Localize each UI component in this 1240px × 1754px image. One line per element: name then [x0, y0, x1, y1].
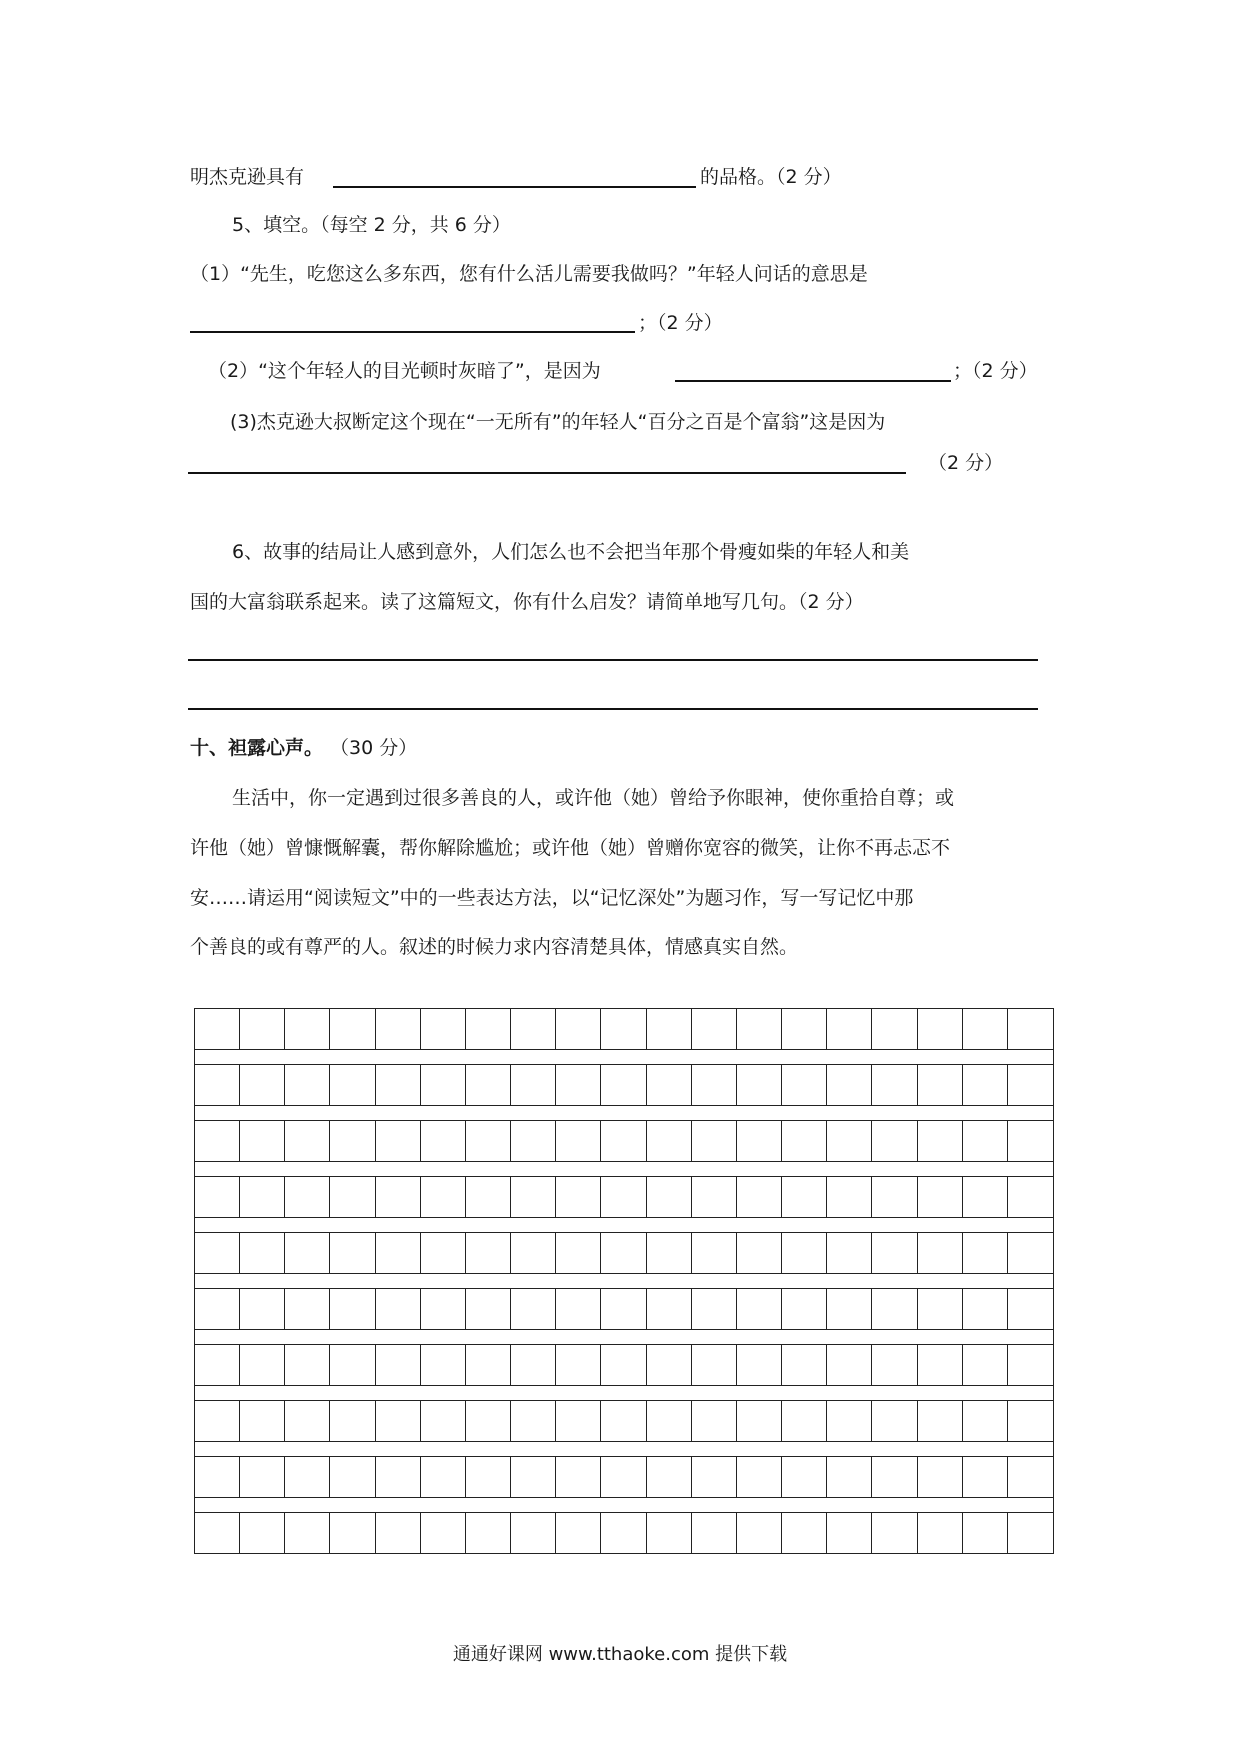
grid-cell[interactable]: [692, 1121, 737, 1161]
grid-cell[interactable]: [601, 1177, 646, 1217]
grid-cell[interactable]: [421, 1289, 466, 1329]
grid-cell[interactable]: [782, 1457, 827, 1497]
grid-cell[interactable]: [285, 1009, 330, 1049]
grid-cell[interactable]: [421, 1233, 466, 1273]
grid-row-gap: [194, 1442, 1054, 1456]
grid-cell[interactable]: [692, 1009, 737, 1049]
grid-cell[interactable]: [963, 1065, 1008, 1105]
section10-para-line-1: 生活中，你一定遇到过很多善良的人，或许他（她）曾给予你眼神，使你重拾自尊；或: [232, 787, 955, 809]
grid-cell[interactable]: [556, 1401, 601, 1441]
grid-cell[interactable]: [240, 1401, 285, 1441]
footer-credit: 通通好课网 www.tthaoke.com 提供下载: [452, 1644, 788, 1665]
grid-cell[interactable]: [285, 1513, 330, 1553]
grid-cell[interactable]: [872, 1401, 917, 1441]
q5-part2-prefix: （2）“这个年轻人的目光顿时灰暗了”，是因为: [208, 360, 601, 382]
grid-cell[interactable]: [195, 1065, 240, 1105]
grid-cell[interactable]: [1008, 1065, 1053, 1105]
grid-cell[interactable]: [737, 1233, 782, 1273]
grid-cell[interactable]: [827, 1065, 872, 1105]
q5-part3-blank[interactable]: [188, 472, 906, 474]
grid-cell[interactable]: [511, 1345, 556, 1385]
grid-cell[interactable]: [421, 1121, 466, 1161]
grid-cell[interactable]: [601, 1065, 646, 1105]
grid-cell[interactable]: [421, 1457, 466, 1497]
grid-cell[interactable]: [376, 1289, 421, 1329]
q6-answer-line-2[interactable]: [188, 708, 1038, 710]
grid-row: [194, 1344, 1054, 1386]
grid-cell[interactable]: [240, 1457, 285, 1497]
grid-cell[interactable]: [285, 1345, 330, 1385]
grid-cell[interactable]: [918, 1513, 963, 1553]
grid-cell[interactable]: [827, 1233, 872, 1273]
grid-cell[interactable]: [872, 1457, 917, 1497]
grid-cell[interactable]: [827, 1009, 872, 1049]
grid-cell[interactable]: [195, 1513, 240, 1553]
grid-cell[interactable]: [240, 1177, 285, 1217]
grid-cell[interactable]: [376, 1177, 421, 1217]
grid-cell[interactable]: [466, 1457, 511, 1497]
grid-cell[interactable]: [556, 1345, 601, 1385]
grid-cell[interactable]: [737, 1065, 782, 1105]
grid-cell[interactable]: [1008, 1009, 1053, 1049]
grid-row: [194, 1400, 1054, 1442]
grid-cell[interactable]: [1008, 1513, 1053, 1553]
grid-cell[interactable]: [692, 1233, 737, 1273]
grid-cell[interactable]: [827, 1401, 872, 1441]
grid-cell[interactable]: [737, 1177, 782, 1217]
grid-cell[interactable]: [511, 1065, 556, 1105]
q4-prefix: 明杰克逊具有: [190, 166, 305, 188]
grid-cell[interactable]: [511, 1457, 556, 1497]
grid-cell[interactable]: [827, 1345, 872, 1385]
grid-cell[interactable]: [240, 1233, 285, 1273]
grid-cell[interactable]: [782, 1345, 827, 1385]
grid-cell[interactable]: [556, 1177, 601, 1217]
grid-row-gap: [194, 1274, 1054, 1288]
grid-cell[interactable]: [511, 1233, 556, 1273]
grid-cell[interactable]: [601, 1345, 646, 1385]
grid-cell[interactable]: [511, 1289, 556, 1329]
grid-cell[interactable]: [647, 1457, 692, 1497]
grid-cell[interactable]: [556, 1513, 601, 1553]
grid-row-gap: [194, 1498, 1054, 1512]
grid-cell[interactable]: [240, 1289, 285, 1329]
grid-cell[interactable]: [466, 1401, 511, 1441]
grid-cell[interactable]: [556, 1289, 601, 1329]
grid-cell[interactable]: [647, 1121, 692, 1161]
grid-cell[interactable]: [737, 1513, 782, 1553]
grid-cell[interactable]: [466, 1065, 511, 1105]
grid-cell[interactable]: [782, 1233, 827, 1273]
grid-cell[interactable]: [330, 1513, 375, 1553]
grid-cell[interactable]: [918, 1289, 963, 1329]
section10-heading: 十、袒露心声。: [190, 737, 324, 759]
grid-cell[interactable]: [782, 1177, 827, 1217]
grid-cell[interactable]: [285, 1401, 330, 1441]
grid-cell[interactable]: [827, 1177, 872, 1217]
grid-row-gap: [194, 1162, 1054, 1176]
grid-cell[interactable]: [601, 1121, 646, 1161]
grid-cell[interactable]: [511, 1177, 556, 1217]
grid-cell[interactable]: [240, 1345, 285, 1385]
grid-cell[interactable]: [330, 1289, 375, 1329]
grid-cell[interactable]: [195, 1401, 240, 1441]
grid-cell[interactable]: [1008, 1457, 1053, 1497]
grid-row-gap: [194, 1386, 1054, 1400]
grid-cell[interactable]: [285, 1177, 330, 1217]
grid-cell[interactable]: [782, 1065, 827, 1105]
grid-cell[interactable]: [963, 1401, 1008, 1441]
grid-row: [194, 1456, 1054, 1498]
q6-line1: 6、故事的结局让人感到意外，人们怎么也不会把当年那个骨瘦如柴的年轻人和美: [232, 541, 910, 563]
grid-cell[interactable]: [647, 1345, 692, 1385]
grid-cell[interactable]: [918, 1177, 963, 1217]
grid-cell[interactable]: [1008, 1289, 1053, 1329]
grid-cell[interactable]: [1008, 1177, 1053, 1217]
grid-cell[interactable]: [330, 1177, 375, 1217]
grid-cell[interactable]: [737, 1009, 782, 1049]
grid-cell[interactable]: [872, 1513, 917, 1553]
grid-cell[interactable]: [918, 1401, 963, 1441]
grid-cell[interactable]: [421, 1513, 466, 1553]
grid-cell[interactable]: [782, 1121, 827, 1161]
grid-cell[interactable]: [647, 1233, 692, 1273]
grid-cell[interactable]: [556, 1009, 601, 1049]
grid-cell[interactable]: [330, 1345, 375, 1385]
grid-cell[interactable]: [195, 1457, 240, 1497]
grid-cell[interactable]: [601, 1401, 646, 1441]
grid-cell[interactable]: [285, 1065, 330, 1105]
grid-cell[interactable]: [466, 1009, 511, 1049]
grid-cell[interactable]: [963, 1177, 1008, 1217]
grid-cell[interactable]: [782, 1513, 827, 1553]
q5-part2-score: ；（2 分）: [953, 360, 1038, 382]
grid-row: [194, 1512, 1054, 1554]
q4-suffix: 的品格。（2 分）: [700, 166, 842, 188]
grid-cell[interactable]: [601, 1233, 646, 1273]
q5-part3-score: （2 分）: [928, 452, 1004, 474]
grid-cell[interactable]: [963, 1121, 1008, 1161]
grid-cell[interactable]: [556, 1233, 601, 1273]
grid-row: [194, 1288, 1054, 1330]
grid-cell[interactable]: [195, 1345, 240, 1385]
grid-row: [194, 1064, 1054, 1106]
grid-cell[interactable]: [421, 1345, 466, 1385]
grid-cell[interactable]: [376, 1345, 421, 1385]
grid-cell[interactable]: [195, 1009, 240, 1049]
grid-cell[interactable]: [285, 1121, 330, 1161]
grid-row: [194, 1232, 1054, 1274]
grid-cell[interactable]: [692, 1457, 737, 1497]
grid-cell[interactable]: [827, 1457, 872, 1497]
writing-grid[interactable]: [194, 1008, 1056, 1554]
grid-cell[interactable]: [1008, 1233, 1053, 1273]
grid-cell[interactable]: [827, 1513, 872, 1553]
grid-cell[interactable]: [918, 1009, 963, 1049]
grid-cell[interactable]: [692, 1177, 737, 1217]
grid-cell[interactable]: [782, 1401, 827, 1441]
grid-cell[interactable]: [737, 1345, 782, 1385]
section10-para-line-4: 个善良的或有尊严的人。叙述的时候力求内容清楚具体，情感真实自然。: [190, 936, 799, 958]
grid-cell[interactable]: [421, 1009, 466, 1049]
grid-cell[interactable]: [692, 1289, 737, 1329]
grid-cell[interactable]: [511, 1401, 556, 1441]
grid-cell[interactable]: [466, 1345, 511, 1385]
grid-cell[interactable]: [195, 1233, 240, 1273]
grid-cell[interactable]: [692, 1401, 737, 1441]
grid-cell[interactable]: [195, 1121, 240, 1161]
grid-cell[interactable]: [647, 1289, 692, 1329]
grid-cell[interactable]: [601, 1457, 646, 1497]
grid-cell[interactable]: [647, 1009, 692, 1049]
grid-cell[interactable]: [556, 1121, 601, 1161]
q4-answer-blank[interactable]: [333, 186, 696, 188]
grid-cell[interactable]: [963, 1457, 1008, 1497]
grid-cell[interactable]: [466, 1289, 511, 1329]
grid-cell[interactable]: [466, 1177, 511, 1217]
grid-cell[interactable]: [330, 1401, 375, 1441]
grid-cell[interactable]: [872, 1233, 917, 1273]
grid-row: [194, 1008, 1054, 1050]
grid-cell[interactable]: [827, 1289, 872, 1329]
grid-cell[interactable]: [1008, 1121, 1053, 1161]
grid-cell[interactable]: [963, 1289, 1008, 1329]
q5-part1-score: ；（2 分）: [638, 312, 723, 334]
grid-cell[interactable]: [782, 1009, 827, 1049]
grid-cell[interactable]: [647, 1401, 692, 1441]
grid-cell[interactable]: [511, 1121, 556, 1161]
grid-cell[interactable]: [376, 1121, 421, 1161]
q5-title: 5、填空。（每空 2 分，共 6 分）: [232, 214, 511, 236]
grid-cell[interactable]: [330, 1457, 375, 1497]
grid-cell[interactable]: [376, 1065, 421, 1105]
grid-cell[interactable]: [601, 1009, 646, 1049]
grid-cell[interactable]: [556, 1065, 601, 1105]
grid-cell[interactable]: [195, 1289, 240, 1329]
grid-cell[interactable]: [285, 1289, 330, 1329]
grid-cell[interactable]: [421, 1177, 466, 1217]
grid-cell[interactable]: [737, 1401, 782, 1441]
grid-cell[interactable]: [421, 1065, 466, 1105]
grid-cell[interactable]: [872, 1009, 917, 1049]
grid-cell[interactable]: [692, 1065, 737, 1105]
grid-cell[interactable]: [918, 1121, 963, 1161]
grid-cell[interactable]: [827, 1121, 872, 1161]
grid-cell[interactable]: [376, 1009, 421, 1049]
grid-cell[interactable]: [466, 1513, 511, 1553]
q5-part3-text: (3)杰克逊大叔断定这个现在“一无所有”的年轻人“百分之百是个富翁”这是因为: [230, 411, 886, 433]
grid-row-gap: [194, 1218, 1054, 1232]
grid-cell[interactable]: [963, 1233, 1008, 1273]
grid-cell[interactable]: [692, 1513, 737, 1553]
grid-cell[interactable]: [466, 1233, 511, 1273]
grid-row-gap: [194, 1330, 1054, 1344]
grid-cell[interactable]: [872, 1121, 917, 1161]
grid-cell[interactable]: [872, 1065, 917, 1105]
grid-cell[interactable]: [963, 1513, 1008, 1553]
grid-cell[interactable]: [511, 1513, 556, 1553]
grid-cell[interactable]: [918, 1065, 963, 1105]
grid-cell[interactable]: [963, 1345, 1008, 1385]
grid-cell[interactable]: [556, 1457, 601, 1497]
section10-para-line-3: 安……请运用“阅读短文”中的一些表达方法，以“记忆深处”为题习作，写一写记忆中那: [190, 887, 914, 909]
grid-cell[interactable]: [1008, 1401, 1053, 1441]
q5-part1-blank[interactable]: [190, 331, 635, 333]
section10-para-line-2: 许他（她）曾慷慨解囊，帮你解除尴尬；或许他（她）曾赠你宽容的微笑，让你不再忐忑不: [190, 837, 951, 859]
grid-cell[interactable]: [376, 1401, 421, 1441]
grid-cell[interactable]: [240, 1009, 285, 1049]
grid-cell[interactable]: [872, 1289, 917, 1329]
grid-cell[interactable]: [918, 1457, 963, 1497]
grid-row: [194, 1120, 1054, 1162]
grid-row-gap: [194, 1050, 1054, 1064]
grid-cell[interactable]: [647, 1513, 692, 1553]
grid-cell[interactable]: [601, 1513, 646, 1553]
grid-cell[interactable]: [285, 1233, 330, 1273]
grid-row-gap: [194, 1106, 1054, 1120]
grid-cell[interactable]: [872, 1177, 917, 1217]
grid-cell[interactable]: [737, 1457, 782, 1497]
q6-line2: 国的大富翁联系起来。读了这篇短文，你有什么启发？请简单地写几句。（2 分）: [190, 591, 864, 613]
grid-cell[interactable]: [918, 1345, 963, 1385]
grid-cell[interactable]: [1008, 1345, 1053, 1385]
grid-cell[interactable]: [918, 1233, 963, 1273]
grid-cell[interactable]: [692, 1345, 737, 1385]
grid-cell[interactable]: [376, 1513, 421, 1553]
grid-cell[interactable]: [330, 1065, 375, 1105]
grid-cell[interactable]: [511, 1009, 556, 1049]
grid-cell[interactable]: [647, 1065, 692, 1105]
grid-cell[interactable]: [872, 1345, 917, 1385]
q5-part1-text: （1）“先生，吃您这么多东西，您有什么活儿需要我做吗？”年轻人问话的意思是: [190, 263, 868, 285]
grid-cell[interactable]: [376, 1233, 421, 1273]
grid-row: [194, 1176, 1054, 1218]
grid-cell[interactable]: [737, 1289, 782, 1329]
q6-answer-line-1[interactable]: [188, 659, 1038, 661]
grid-cell[interactable]: [466, 1121, 511, 1161]
grid-cell[interactable]: [330, 1121, 375, 1161]
grid-cell[interactable]: [240, 1513, 285, 1553]
section10-score: （30 分）: [330, 737, 418, 759]
grid-cell[interactable]: [737, 1121, 782, 1161]
grid-cell[interactable]: [240, 1065, 285, 1105]
grid-cell[interactable]: [963, 1009, 1008, 1049]
grid-cell[interactable]: [240, 1121, 285, 1161]
grid-cell[interactable]: [421, 1401, 466, 1441]
q5-part2-blank[interactable]: [675, 380, 951, 382]
grid-cell[interactable]: [285, 1457, 330, 1497]
grid-cell[interactable]: [376, 1457, 421, 1497]
grid-cell[interactable]: [601, 1289, 646, 1329]
grid-cell[interactable]: [782, 1289, 827, 1329]
grid-cell[interactable]: [330, 1233, 375, 1273]
grid-cell[interactable]: [330, 1009, 375, 1049]
grid-cell[interactable]: [195, 1177, 240, 1217]
grid-cell[interactable]: [647, 1177, 692, 1217]
